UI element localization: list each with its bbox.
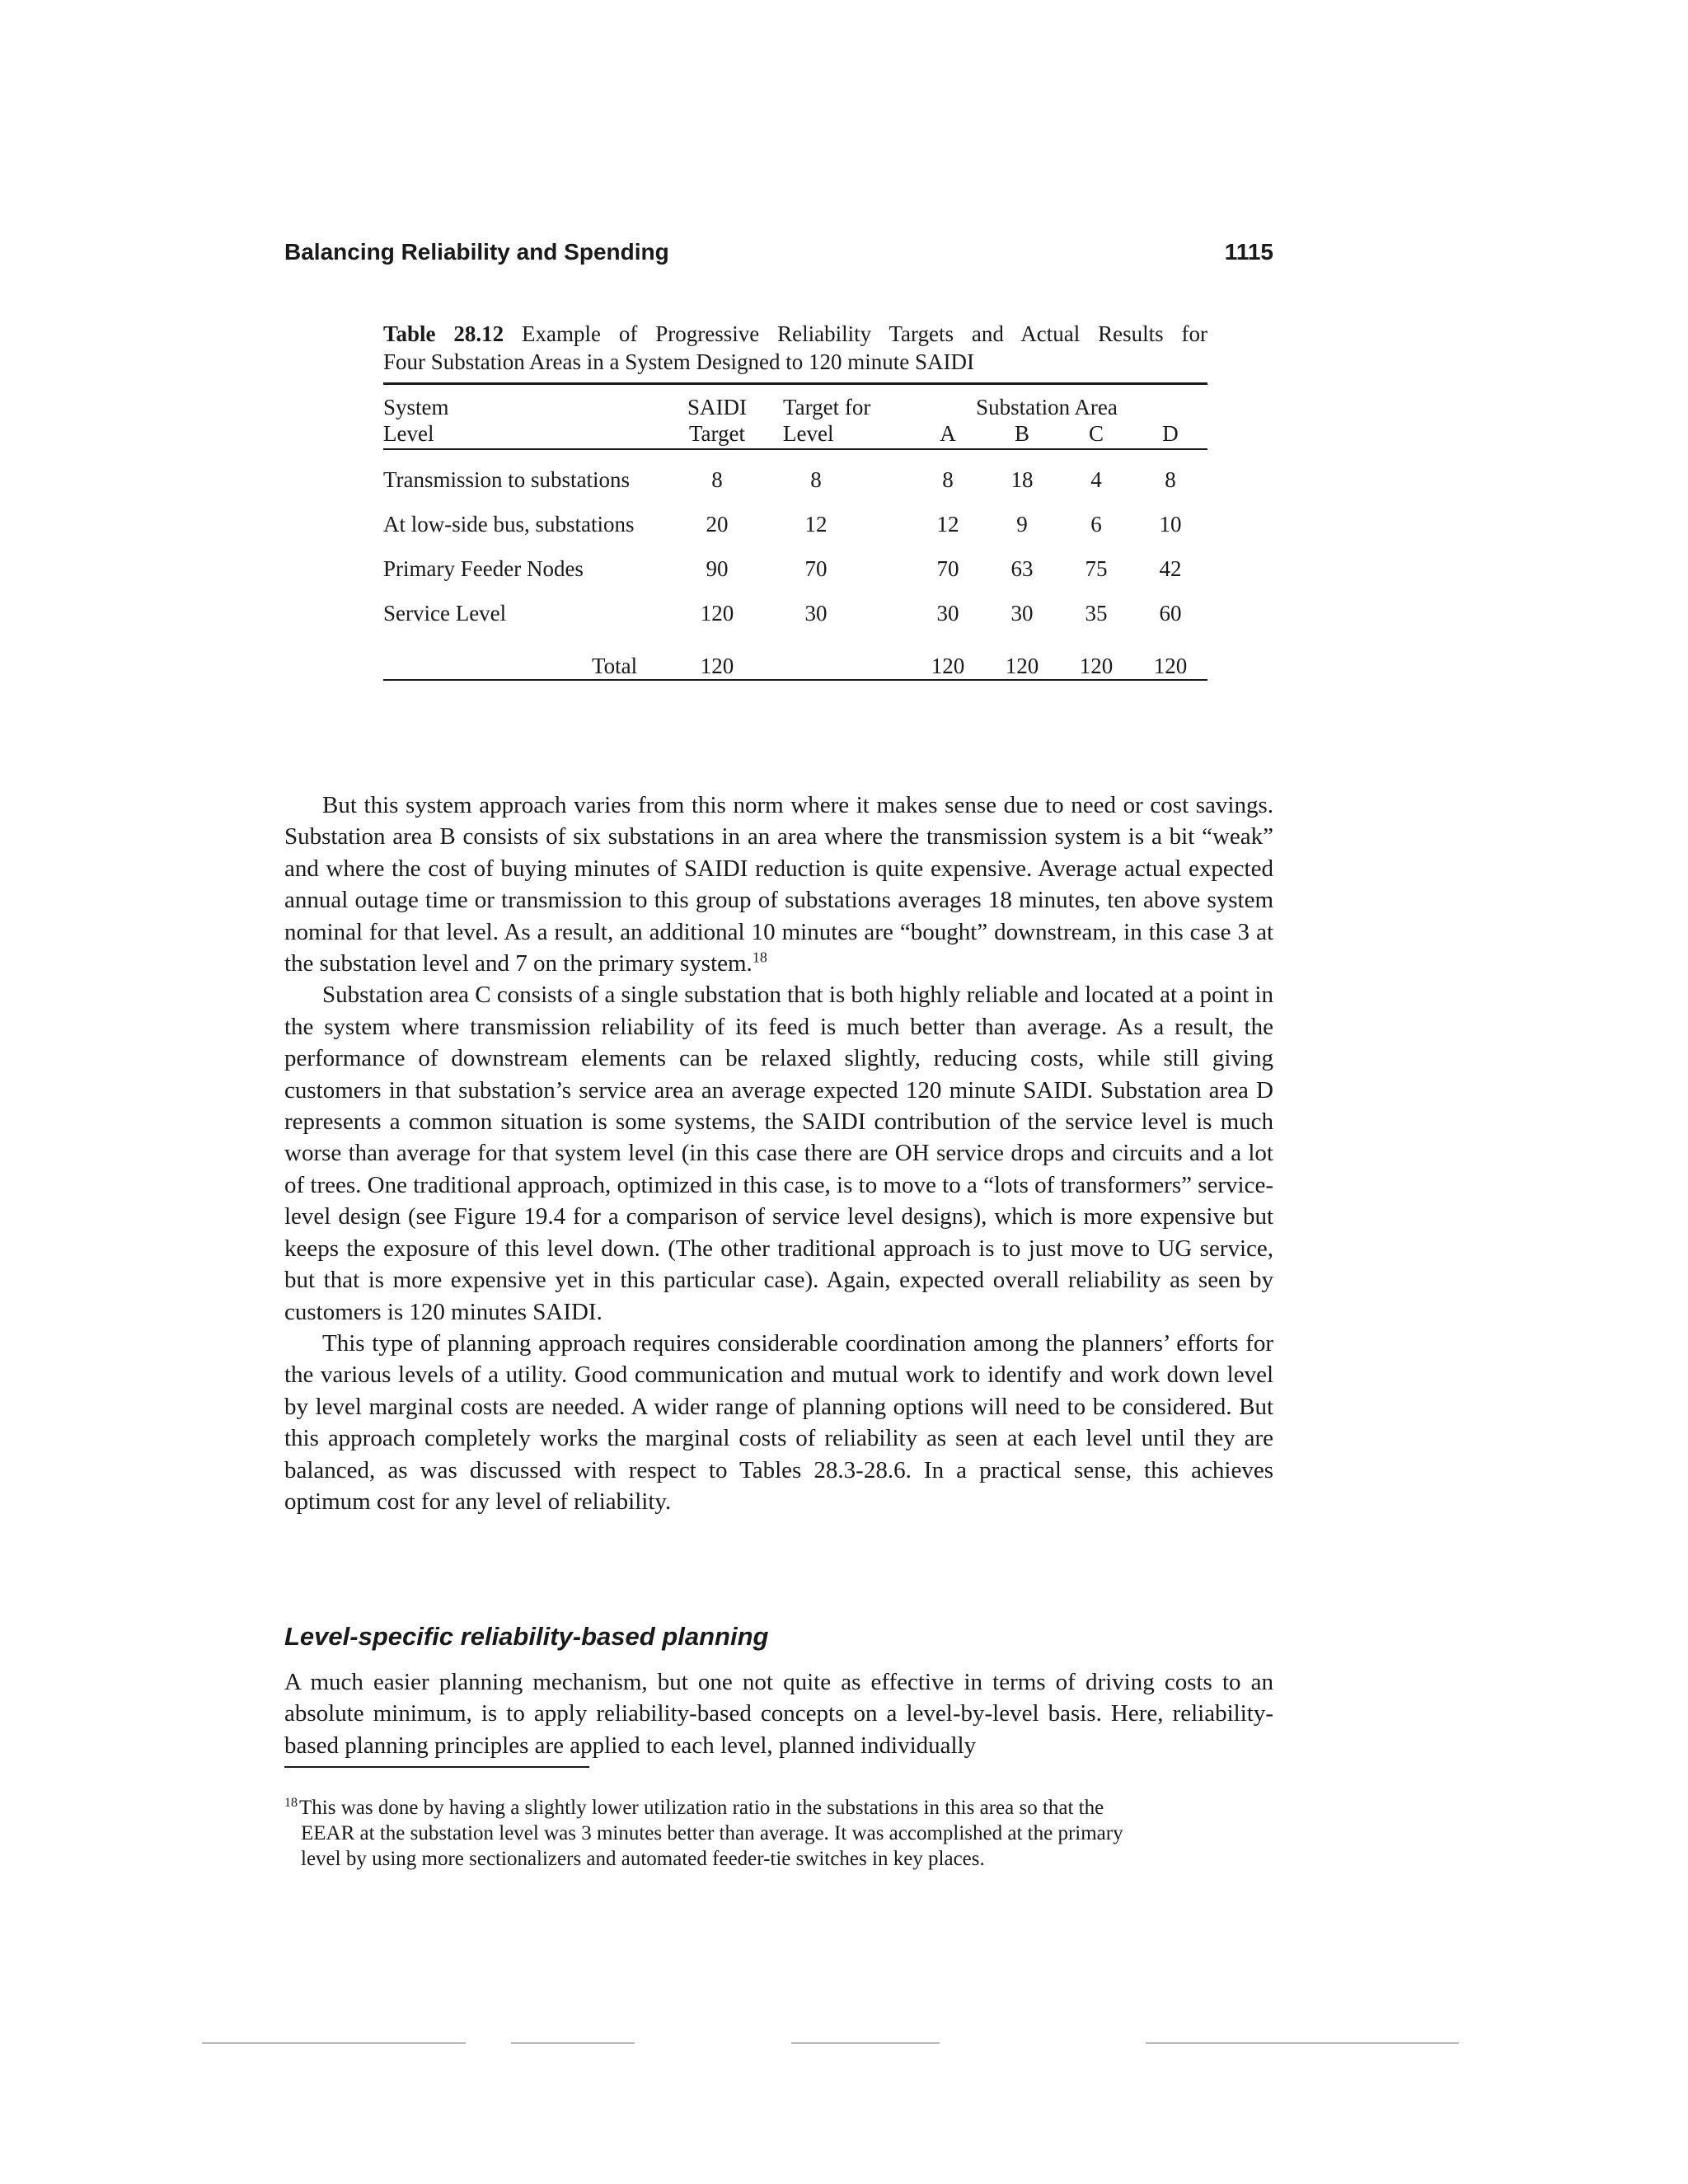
table-caption-line2: Four Substation Areas in a System Designed to 120 minute SAIDI [383,349,974,374]
scan-artifact [791,2042,940,2044]
row-area-d: 10 [1159,512,1182,537]
table-header-rule [383,448,1207,450]
header-area-c: C [1088,421,1104,446]
header-saidi: SAIDI [687,395,747,419]
row-level-label: At low-side bus, substations [383,512,635,537]
header-level: Level [383,421,434,446]
header-target-for: Target for [783,395,871,419]
paragraph: But this system approach varies from this norm where it makes sense due to need or cost savings. Substation area B consists of six substations in an area where the transmission system is a bit “weak” and where the cost of buying minutes of SAIDI reduction is quite expensive. Average actual expected annual outage time or transmission to this group of substations averages 18 minutes, ten above system nominal for that level. As a result, an additional 10 minutes are “bought” downstream, in this case 3 at the substation level and 7 on the primary system.$^{18}$ [284,792,1273,977]
body-text [284,790,1273,1517]
paragraph: Substation area C consists of a single substation that is both highly reliable and located at a point in the system where transmission reliability of its feed is much better than average. As a result, the performance of downstream elements can be relaxed slightly, reducing costs, while still giving customers in that substation’s service area an average expected 120 minute SAIDI. Substation area D represents a common situation is some systems, the SAIDI contribution of the service level is much worse than average for that system level (in this case there are OH service drops and circuits and a lot of trees. One traditional approach, optimized in this case, is to move to a “lots of transformers” service-level design (see Figure 19.4 for a comparison of service level designs), which is more expensive but keeps the exposure of this level down. (The other traditional approach is to just move to UG service, but that is more expensive yet in this particular case). Again, expected overall reliability as seen by customers is 120 minutes SAIDI. [284,982,1273,1325]
row-level-label: Service Level [383,601,507,626]
paragraph: A much easier planning mechanism, but one not quite as effective in terms of driving costs to an absolute minimum, is to apply reliability-based concepts on a level-by-level basis. Here, reliability-based planning principles are applied to each level, planned individually [284,1669,1273,1759]
footnote-ref: 18 [752,949,767,966]
footnote-rule [284,1766,589,1768]
row-area-d: 42 [1159,556,1182,581]
scan-artifact [202,2042,466,2044]
row-area-d: 8 [1165,467,1176,492]
row-area-a: 8 [942,467,954,492]
header-area-a: A [940,421,956,446]
table-bottom-rule [383,679,1207,681]
table-label: Table 28.12 [383,321,504,346]
body-text-continued [284,1666,1273,1761]
total-area-b: 120 [1005,654,1039,678]
row-level-label: Primary Feeder Nodes [383,556,584,581]
header-area-d: D [1162,421,1179,446]
row-area-a: 12 [936,512,959,537]
row-saidi-target: 8 [711,467,723,492]
footnote-line: level by using more sectionalizers and automated feeder-tie switches in key places. [301,1848,985,1870]
table-caption [383,320,1207,376]
section-heading: Level-specific reliability-based planning [284,1622,769,1651]
page-number: 1115 [1224,239,1273,265]
header-target: Target [688,421,746,446]
total-area-a: 120 [931,654,965,678]
scan-artifact [511,2042,635,2044]
header-area-b: B [1014,421,1029,446]
footnote [284,1795,1273,1872]
row-target-for-level: 12 [804,512,828,537]
row-saidi-target: 120 [700,601,734,626]
header-system: System [383,395,449,419]
running-head-title: Balancing Reliability and Spending [284,239,669,265]
row-target-for-level: 30 [804,601,828,626]
row-area-b: 18 [1010,467,1034,492]
row-area-a: 30 [936,601,959,626]
scan-artifact [1146,2042,1459,2044]
footnote-line: EEAR at the substation level was 3 minutes better than average. It was accomplished at the primary [301,1822,1123,1844]
row-area-c: 75 [1085,556,1108,581]
table-caption-line1: Example of Progressive Reliability Targets and Actual Results for [522,321,1207,346]
row-area-b: 9 [1016,512,1028,537]
table-top-rule [383,382,1207,385]
total-label: Total [592,654,638,678]
row-target-for-level: 8 [810,467,822,492]
footnote-mark: 18 [284,1796,298,1810]
row-target-for-level: 70 [804,556,828,581]
row-saidi-target: 20 [706,512,729,537]
footnote-line: This was done by having a slightly lower utilization ratio in the substations in this area so that the [299,1797,1104,1819]
row-area-c: 35 [1085,601,1108,626]
row-level-label: Transmission to substations [383,467,631,492]
running-head [284,239,1273,272]
total-saidi-target: 120 [700,654,734,678]
header-substation-area: Substation Area [976,395,1118,419]
row-area-c: 4 [1090,467,1102,492]
header-target-level: Level [783,421,834,446]
row-area-a: 70 [936,556,959,581]
total-area-d: 120 [1153,654,1188,678]
paragraph: This type of planning approach requires considerable coordination among the planners’ efforts for the various levels of a utility. Good communication and mutual work to identify and work down level by level marginal costs are needed. A wider range of planning options will need to be considered. But this approach completely works the marginal costs of reliability as seen at each level until they are balanced, as was discussed with respect to Tables 28.3-28.6. In a practical sense, this achieves optimum cost for any level of reliability. [284,1329,1273,1515]
row-area-b: 30 [1010,601,1034,626]
row-saidi-target: 90 [706,556,729,581]
row-area-b: 63 [1010,556,1034,581]
row-area-d: 60 [1159,601,1182,626]
total-area-c: 120 [1079,654,1114,678]
row-area-c: 6 [1090,512,1102,537]
